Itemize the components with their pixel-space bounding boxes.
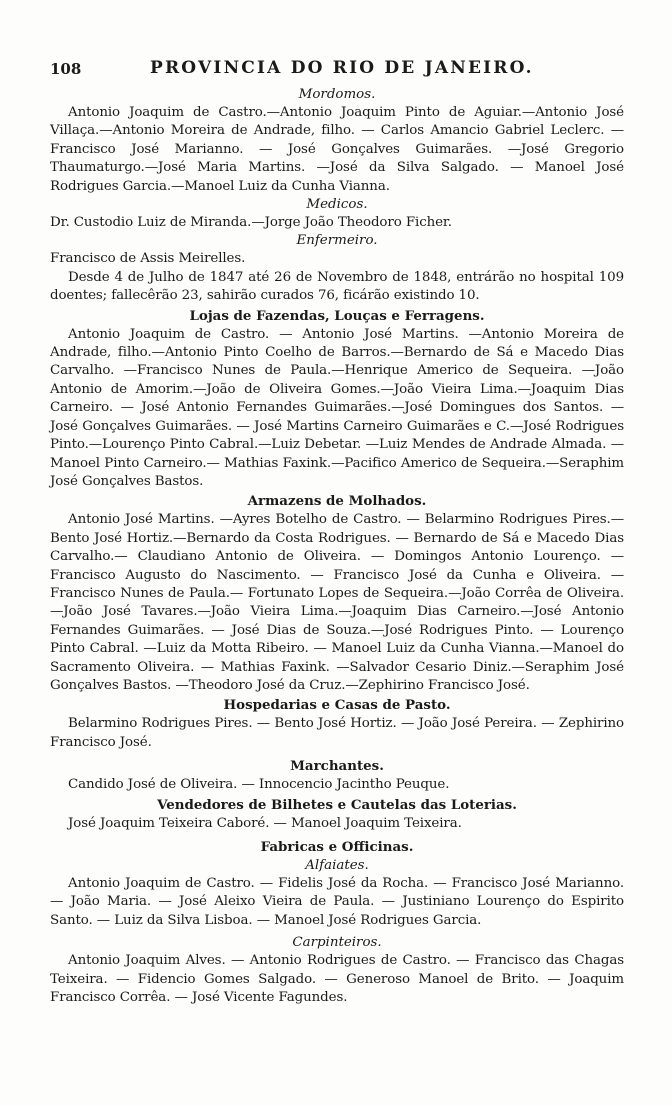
section-text-mordomos: Antonio Joaquim de Castro.—Antonio Joaquim Pinto de Aguiar.—Antonio José Villaça.—Antonio Moreira de Andrade, filho. — Carlos Amancio Gabriel Leclerc. —Francisco José Marianno. — José Gonçalves Guimarães. —José Gregorio Thaumaturgo.—José Maria Martins. —José da Silva Salgado. — Manoel José Rodrigues Garcia.—Manoel Luiz da Cunha Vianna. xyxy=(50,105,624,194)
section-text-alfaiates: Antonio Joaquim de Castro. — Fidelis José da Rocha. — Francisco José Marianno. — João Maria. — José Aleixo Vieira de Paula. — Justiniano Lourenço do Espirito Santo. — Luiz da Silva Lisboa. — Manoel José Rodrigues Garcia. xyxy=(50,876,624,928)
section-text-carpinteiros: Antonio Joaquim Alves. — Antonio Rodrigues de Castro. — Francisco das Chagas Teixeira. — Fidencio Gomes Salgado. — Generoso Manoel de Brito. — Joaquim Francisco Corrêa. — José Vicente Fagundes. xyxy=(50,953,624,1006)
enfermeiro-name: Francisco de Assis Meirelles. xyxy=(50,251,246,267)
page-number: 108 xyxy=(50,60,82,78)
section-title-armazens: Armazens de Molhados. xyxy=(247,493,427,510)
section-title-marchantes: Marchantes. xyxy=(290,758,384,775)
section-title-enfermeiro: Enfermeiro. xyxy=(296,233,378,249)
section-text-lojas: Antonio Joaquim de Castro. — Antonio José Martins. —Antonio Moreira de Andrade, filho.—Antonio Pinto Coelho de Barros.—Bernardo de Sá e Macedo Dias Carvalho. —Francisco Nunes de Paula.—Henrique Americo de Sequeira. —João Antonio de Amorim.—João de Oliveira Gomes.—João Vieira Lima.—Joaquim Dias Carneiro. — José Antonio Fernandes Guimarães.—José Domingues dos Santos. — José Gonçalves Guimarães. — José Martins Carneiro Guimarães e C.—José Rodrigues Pinto.—Lourenço Pinto Cabral.—Luiz Debetar. —Luiz Mendes de Andrade Almada. — Manoel Pinto Carneiro.— Mathias Faxink.—Pacifico Americo de Sequeira.—Seraphim José Gonçalves Bastos. xyxy=(50,326,624,489)
section-title-medicos: Medicos. xyxy=(306,197,368,213)
hospital-statistics-note: Desde 4 de Julho de 1847 até 26 de Novembro de 1848, entrárão no hospital 109 doentes; fallecêrão 23, sahirão curados 76, ficárão existindo 10. xyxy=(50,269,624,304)
section-title-fabricas: Fabricas e Officinas. xyxy=(260,839,414,855)
section-text-marchantes: Candido José de Oliveira. — Innocencio Jacintho Peuque. xyxy=(68,777,450,793)
section-title-hospedarias: Hospedarias e Casas de Pasto. xyxy=(223,697,451,714)
page-header xyxy=(50,58,624,86)
section-text-medicos: Dr. Custodio Luiz de Miranda.—Jorge João Theodoro Ficher. xyxy=(50,215,452,231)
section-title-alfaiates: Alfaiates. xyxy=(305,858,369,873)
section-title-vendedores: Vendedores de Bilhetes e Cautelas das Loterias. xyxy=(157,796,517,813)
section-title-lojas: Lojas de Fazendas, Louças e Ferragens. xyxy=(189,307,485,324)
section-title-carpinteiros: Carpinteiros. xyxy=(292,935,382,951)
section-text-vendedores: José Joaquim Teixeira Caboré. — Manoel Joaquim Teixeira. xyxy=(68,815,462,831)
section-text-hospedarias: Belarmino Rodrigues Pires. — Bento José Hortiz. — João José Pereira. — Zephirino Francisco José. xyxy=(50,716,624,750)
section-text-armazens: Antonio José Martins. —Ayres Botelho de Castro. — Belarmino Rodrigues Pires.—Bento José Hortiz.—Bernardo da Costa Rodrigues. — Bernardo de Sá e Macedo Dias Carvalho.— Claudiano Antonio de Oliveira. — Domingos Antonio Lourenço. — Francisco Augusto do Nascimento. — Francisco José da Cunha e Oliveira. —Francisco Nunes de Paula.— Fortunato Lopes de Sequeira.—João Corrêa de Oliveira.—João José Tavares.—João Vieira Lima.—Joaquim Dias Carneiro.—José Antonio Fernandes Guimarães. — José Dias de Souza.—José Rodrigues Pinto. — Lourenço Pinto Cabral. —Luiz da Motta Ribeiro. — Manoel Luiz da Cunha Vianna.—Manoel do Sacramento Oliveira. — Mathias Faxink. —Salvador Cesario Diniz.—Seraphim José Gonçalves Bastos. —Theodoro José da Cruz.—Zephirino Francisco José. xyxy=(50,512,624,693)
section-title-mordomos: Mordomos. xyxy=(298,87,376,102)
running-title: PROVINCIA DO RIO DE JANEIRO. xyxy=(150,58,534,78)
